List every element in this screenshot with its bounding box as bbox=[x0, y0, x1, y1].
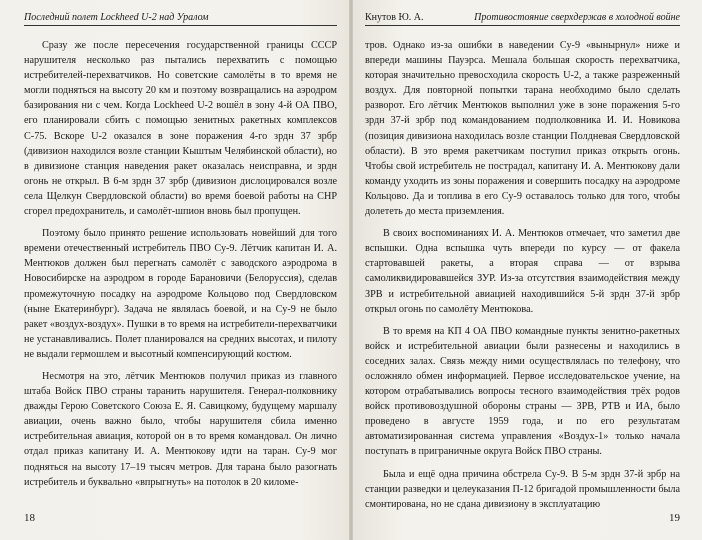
right-paragraph-2: В своих воспоминаниях И. А. Ментюков отмечает, что заметил две вспышки. Одна вспышка чуть впереди по курсу — от факела стартовавшей ракеты, а вторая справа — от взрыва самоликвидировавшейся ЗУР. Из-за отсутствия взаимодействия между ЗРВ и истребительной авиацией находившийся 5-й зрдн 37-й зрбр открыл огонь по самолёту Ментюкова. bbox=[365, 228, 680, 315]
right-page-body bbox=[365, 38, 680, 510]
left-page-number: 18 bbox=[24, 512, 35, 524]
book-gutter bbox=[349, 0, 353, 540]
right-paragraph-4: Была и ещё одна причина обстрела Су-9. В 5-м зрдн 37-й зрбр на станции разведки и целеуказания П-12 бригадой промышленности была смонтирована, но не сдана дивизиону в эксплуатацию bbox=[365, 468, 680, 510]
left-paragraph-3: Несмотря на это, лётчик Ментюков получил приказ из главного штаба Войск ПВО страны таранить нарушителя. Генерал-полковнику дважды Герою Советского Союза Е. Я. Савицкому, будущему маршалу авиации, очень важно было, чтобы нарушителя сбила именно истребительная авиация, которой он в то время командовал. Он лично отдал приказ капитану И. А. Ментюкову идти на таран. Су-9 мог подняться на высоту 17–19 тысяч метров. Для тарана было разогнать истребитель и буквально «впрыгнуть» на потолок в 20 киломе- bbox=[24, 370, 337, 488]
header-book-title: Противостояние сверхдержав в холодной войне bbox=[474, 12, 680, 23]
left-paragraph-1: Сразу же после пересечения государственной границы СССР нарушителя несколько раз пытались перехватить с помощью истребителей-перехватчиков. Но советские самолёты в то время не могли подняться на высоту 20 км и поэтому возвращались на аэродром базирования ни с чем. Когда Lockheed U-2 вошёл в зону 4-й ОА ПВО, его планировали сбить с помощью зенитных ракетных комплексов С-75. Вскоре U-2 оказался в зоне поражения 4-го зрдн 37 зрбр (дивизион находился возле станции Кыштым Челябинской области), но в дивизионе станция наведения ракет оказалась неисправна, и зрдн огонь не открыл. В 6-м зрдн 37 зрбр (дивизион дислоцировался возле села Щелкун Свердловской области) во время боевой работы на СНР сгорел предохранитель, и самолёт-шпион вновь был пропущен. bbox=[24, 40, 337, 218]
header-author: Кнутов Ю. А. bbox=[365, 12, 424, 23]
left-page-body bbox=[24, 38, 337, 500]
right-paragraph-1: тров. Однако из-за ошибки в наведении Су-9 «вынырнул» ниже и впереди машины Пауэрса. Мешала большая скорость перехватчика, которая значительно превосходила скорость U-2, а также разреженный воздух. Для повторной попытки тарана необходимо было сделать разворот. Его лётчик Ментюков выполнил уже в зоне поражения 5-го зрдн 37-й зрбр под командованием подполковника И. И. Новикова (позиция дивизиона находилась возле станции Полдневая Свердловской области). В это время ракетчикам поступил приказ открыть огонь. Чтобы свой истребитель не пострадал, капитану И. А. Ментюкову дали команду уходить из зоны поражения и совершить посадку на аэродроме Кольцово. Да и топлива в его Су-9 оставалось только для того, чтобы долететь до места приземления. bbox=[365, 40, 680, 218]
right-page bbox=[351, 0, 702, 540]
left-running-header: Последний полет Lockheed U-2 над Уралом bbox=[24, 11, 337, 26]
left-paragraph-2: Поэтому было принято решение использовать новейший для того времени отечественный истребитель ПВО Су-9. Лётчик капитан И. А. Ментюков должен был перегнать самолёт с заводского аэродрома в Новосибирске на аэродром в городе Барановичи (Белоруссия), сделав промежуточную посадку на аэродроме Кольцово под Свердловском (ныне Екатеринбург). Задача не являлась боевой, и на Су-9 не было ракет «воздух-воздух». Пушки в то время на истребители-перехватчики не устанавливались. Полет планировался на средних высотах, и пилоту не выдали гермошлем и высотный компенсирующий костюм. bbox=[24, 228, 337, 360]
right-paragraph-3: В то время на КП 4 ОА ПВО командные пункты зенитно-ракетных войск и истребительной авиации были разнесены и находились в соседних залах. Связь между ними осуществлялась по телефону, что осложняло обмен информацией. Первое исследовательское учение, на котором отрабатывались вопросы тесного взаимодействия трёх родов войск противовоздушной обороны страны — ЗРВ, РТВ и ИА, было проведено в августе 1959 года, и по его результатам автоматизированная система управления «Воздух-1» только начала поступать в приграничные округа Войск ПВО страны. bbox=[365, 325, 680, 458]
right-page-number: 19 bbox=[669, 512, 680, 524]
right-running-header bbox=[365, 11, 680, 26]
